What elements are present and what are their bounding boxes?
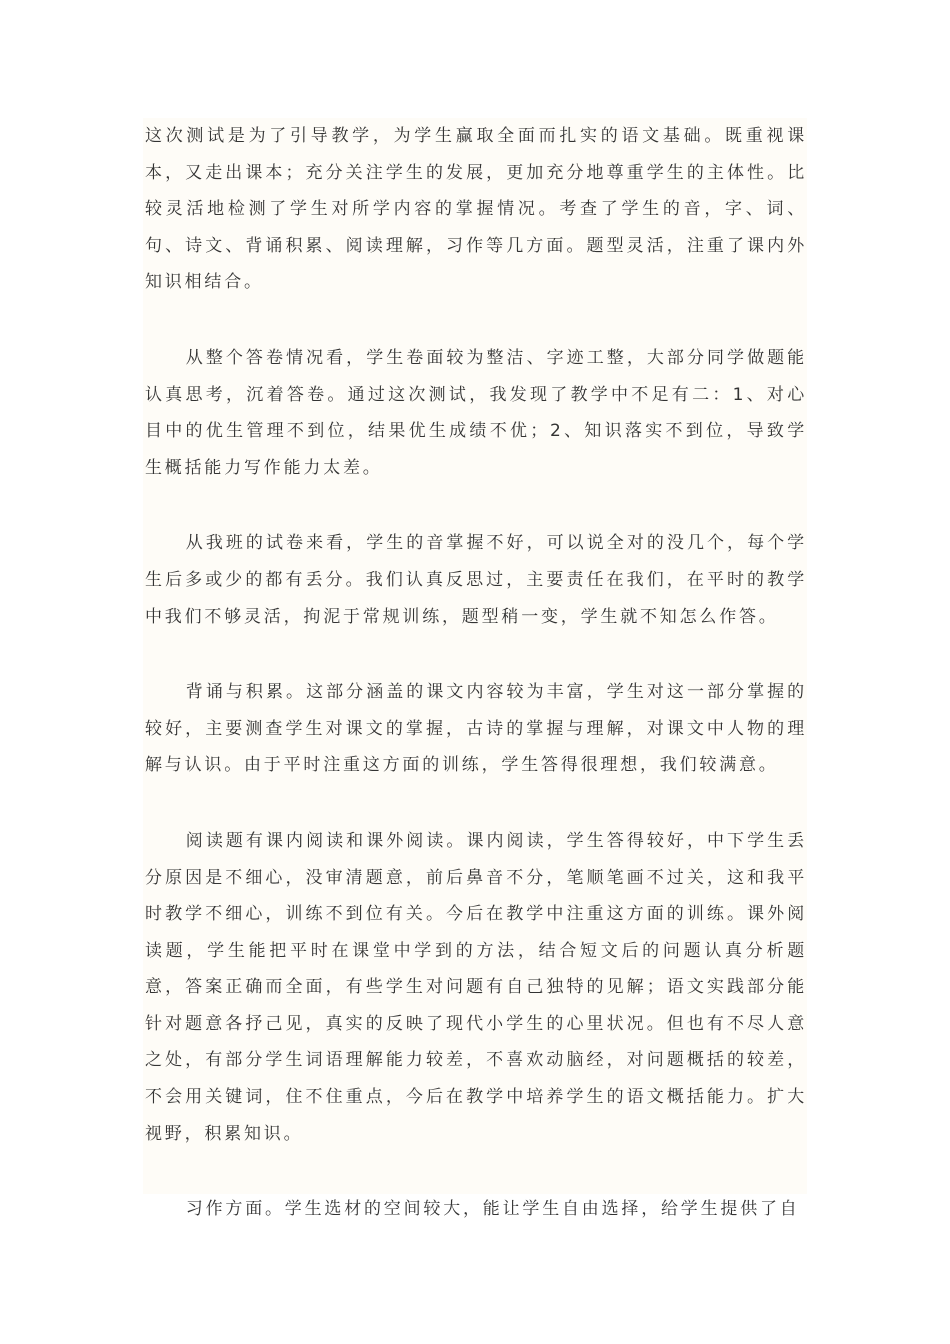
paragraph-writing: 习作方面。学生选材的空间较大，能让学生自由选择，给学生提供了自 xyxy=(185,1199,800,1220)
paragraph-recitation: 背诵与积累。这部分涵盖的课文内容较为丰富，学生对这一部分掌握的较好，主要测查学生对课文的掌握，古诗的掌握与理解，对课文中人物的理解与认识。由于平时注重这方面的训练，学生答得很理想，我们较满意。 xyxy=(145,682,807,776)
paragraph-answer-overview: 从整个答卷情况看，学生卷面较为整洁、字迹工整，大部分同学做题能认真思考，沉着答卷。通过这次测试，我发现了教学中不足有二：1、对心目中的优生管理不到位，结果优生成绩不优；2、知识落实不到位，导致学生概括能力写作能力太差。 xyxy=(145,347,807,478)
paragraph-test-purpose: 这次测试是为了引导教学，为学生赢取全面而扎实的语文基础。既重视课本，又走出课本；充分关注学生的发展，更加充分地尊重学生的主体性。比较灵活地检测了学生对所学内容的掌握情况。考查了学生的音，字、词、句、诗文、背诵积累、阅读理解，习作等几方面。题型灵活，注重了课内外知识相结合。 xyxy=(145,126,807,293)
paragraph-reading: 阅读题有课内阅读和课外阅读。课内阅读，学生答得较好，中下学生丢分原因是不细心，没审清题意，前后鼻音不分，笔顺笔画不过关，这和我平时教学不细心，训练不到位有关。今后在教学中注重这方面的训练。课外阅读题，学生能把平时在课堂中学到的方法，结合短文后的问题认真分析题意，答案正确而全面，有些学生对问题有自己独特的见解；语文实践部分能针对题意各抒己见，真实的反映了现代小学生的心里状况。但也有不尽人意之处，有部分学生词语理解能力较差，不喜欢动脑经，对问题概括的较差，不会用关键词，住不住重点，今后在教学中培养学生的语文概括能力。扩大视野，积累知识。 xyxy=(145,830,807,1144)
paragraph-class-papers: 从我班的试卷来看，学生的音掌握不好，可以说全对的没几个，每个学生后多或少的都有丢分。我们认真反思过，主要责任在我们，在平时的教学中我们不够灵活，拘泥于常规训练，题型稍一变，学生就不知怎么作答。 xyxy=(145,533,807,627)
document-body xyxy=(145,118,807,1228)
